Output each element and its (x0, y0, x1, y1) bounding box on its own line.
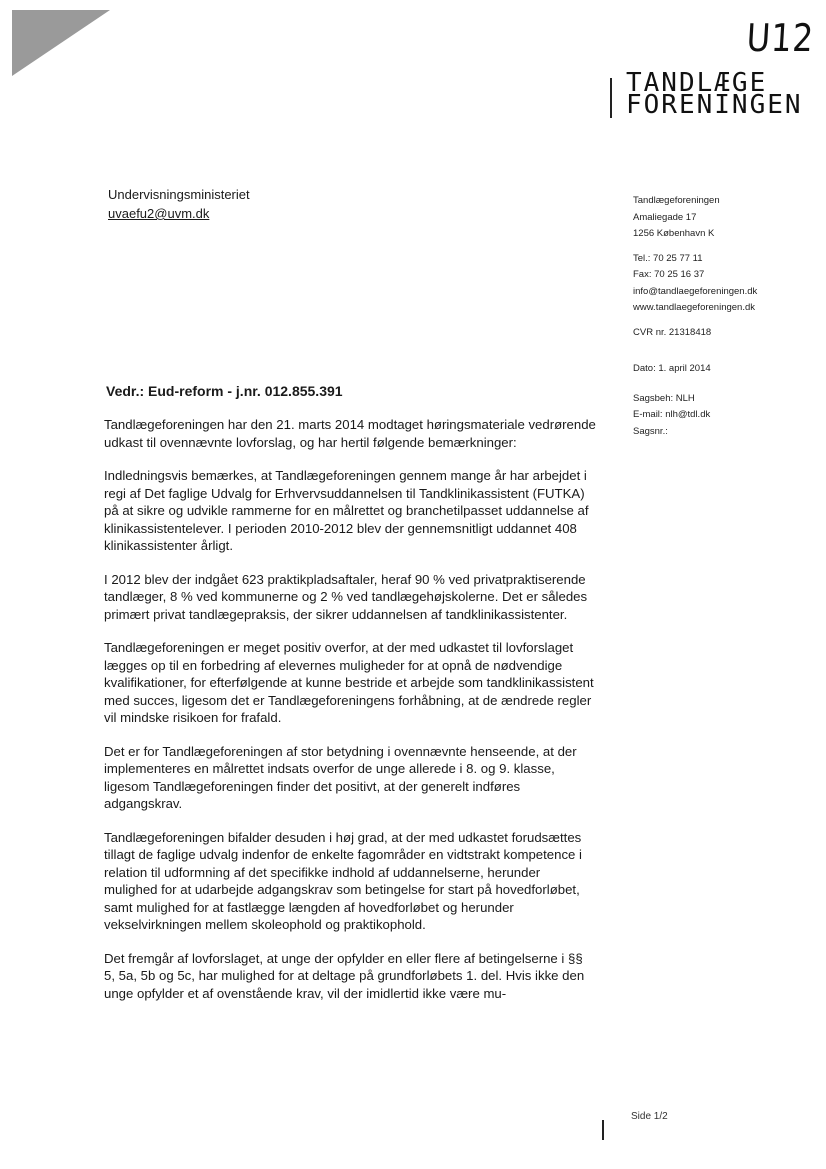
body-paragraph: I 2012 blev der indgået 623 praktikpladsaftaler, heraf 90 % ved privatpraktiserende tandlæger, 8 % ved kommunerne og 2 % ved tandlægehøjskolerne. Det er således primært privat tandlægepraksis, der sikrer uddannelsen af tandklinikassistenter. (104, 571, 588, 622)
body-paragraph: Det er for Tandlægeforeningen af stor betydning i ovennævnte henseende, at der implementeres en målrettet indsats overfor de unge allerede i 8. og 9. klasse, ligesom Tandlægeforeningen finder det positivt, at der generelt indføres adgangskrav. (104, 743, 577, 811)
logo-line-1: TANDLÆGE (626, 68, 768, 98)
tandlaegeforeningen-logo (626, 68, 803, 120)
sender-email-link[interactable]: info@tandlaegeforeningen.dk (633, 285, 758, 297)
body-paragraph: Tandlægeforeningen bifalder desuden i høj grad, at der med udkastet forudsættes tillagt de faglige udvalg indenfor de enkelte fagområder en vidtstrakt kompetence i relation til udformning af det specifikke indhold af uddannelserne, herunder mulighed for at udarbejde adgangskrav som betingelse for start på hovedforløbet, samt mulighed for at fastlægge længden af hovedforløbet og herunder vekselvirkningen mellem skoleophold og praktikophold. (104, 829, 582, 932)
caseworker-email: E-mail: nlh@tdl.dk (633, 409, 711, 420)
logo-divider (610, 78, 612, 118)
sender-address (633, 193, 757, 243)
letter-date: Dato: 1. april 2014 (633, 363, 711, 374)
recipient-block (108, 185, 250, 223)
recipient-email-link[interactable]: uvaefu2@uvm.dk (108, 206, 210, 221)
letter-subject: Vedr.: Eud-reform - j.nr. 012.855.391 (106, 383, 343, 399)
case-number: Sagsnr.: (633, 425, 668, 437)
letter-body (104, 416, 596, 1018)
logo-line-2: FORENINGEN (626, 90, 803, 120)
page-number: Side 1/2 (631, 1111, 668, 1122)
sender-web-link[interactable]: www.tandlaegeforeningen.dk (633, 302, 756, 313)
sender-street: Amaliegade 17 (633, 211, 697, 223)
sender-fax: Fax: 70 25 16 37 (633, 269, 705, 280)
recipient-name: Undervisningsministeriet (108, 187, 250, 202)
body-paragraph: Indledningsvis bemærkes, at Tandlægeforeningen gennem mange år har arbejdet i regi af Det faglige Udvalg for Erhvervsuddannelsen til Tandklinikassistent (FUTKA) på at sikre og udvikle rammerne for en målrettet og branchetilpasset uddannelse af klinikassistentelever. I perioden 2010-2012 blev der gennemsnitligt uddannet 408 klinikassistenter årligt. (104, 468, 589, 553)
handwritten-document-number: U12 (745, 16, 816, 60)
sender-cvr-block (633, 325, 757, 342)
sender-org: Tandlægeforeningen (633, 195, 720, 206)
body-paragraph: Tandlægeforeningen er meget positiv overfor, at der med udkastet til lovforslaget lægges op til en forbedring af elevernes muligheder for at opnå de nødvendige kvalifikationer, for efterfølgende at kunne bestride et arbejde som tandklinikassistent med succes, ligesom det er Tandlægeforeningens forhåbning, at de ændrede regler vil mindske risikoen for frafald. (104, 640, 594, 725)
sender-contact (633, 251, 757, 317)
letter-date-block (633, 361, 757, 378)
sender-info-column (633, 193, 757, 448)
folded-corner-shadow (12, 10, 110, 76)
case-info (633, 391, 757, 441)
footer-divider (602, 1120, 604, 1140)
sender-phone: Tel.: 70 25 77 11 (633, 252, 703, 264)
sender-cvr: CVR nr. 21318418 (633, 326, 712, 338)
sender-city: 1256 København K (633, 228, 715, 239)
body-paragraph: Det fremgår af lovforslaget, at unge der opfylder en eller flere af betingelserne i §§ 5, 5a, 5b og 5c, har mulighed for at deltage på grundforløbets 1. del. Hvis ikke den unge opfylder et af ovenstående krav, vil der imidlertid ikke være mu- (104, 950, 585, 1001)
caseworker: Sagsbeh: NLH (633, 392, 695, 404)
body-paragraph: Tandlægeforeningen har den 21. marts 2014 modtaget høringsmateriale vedrørende udkast til ovennævnte lovforslag, og har hertil følgende bemærkninger: (104, 417, 596, 450)
